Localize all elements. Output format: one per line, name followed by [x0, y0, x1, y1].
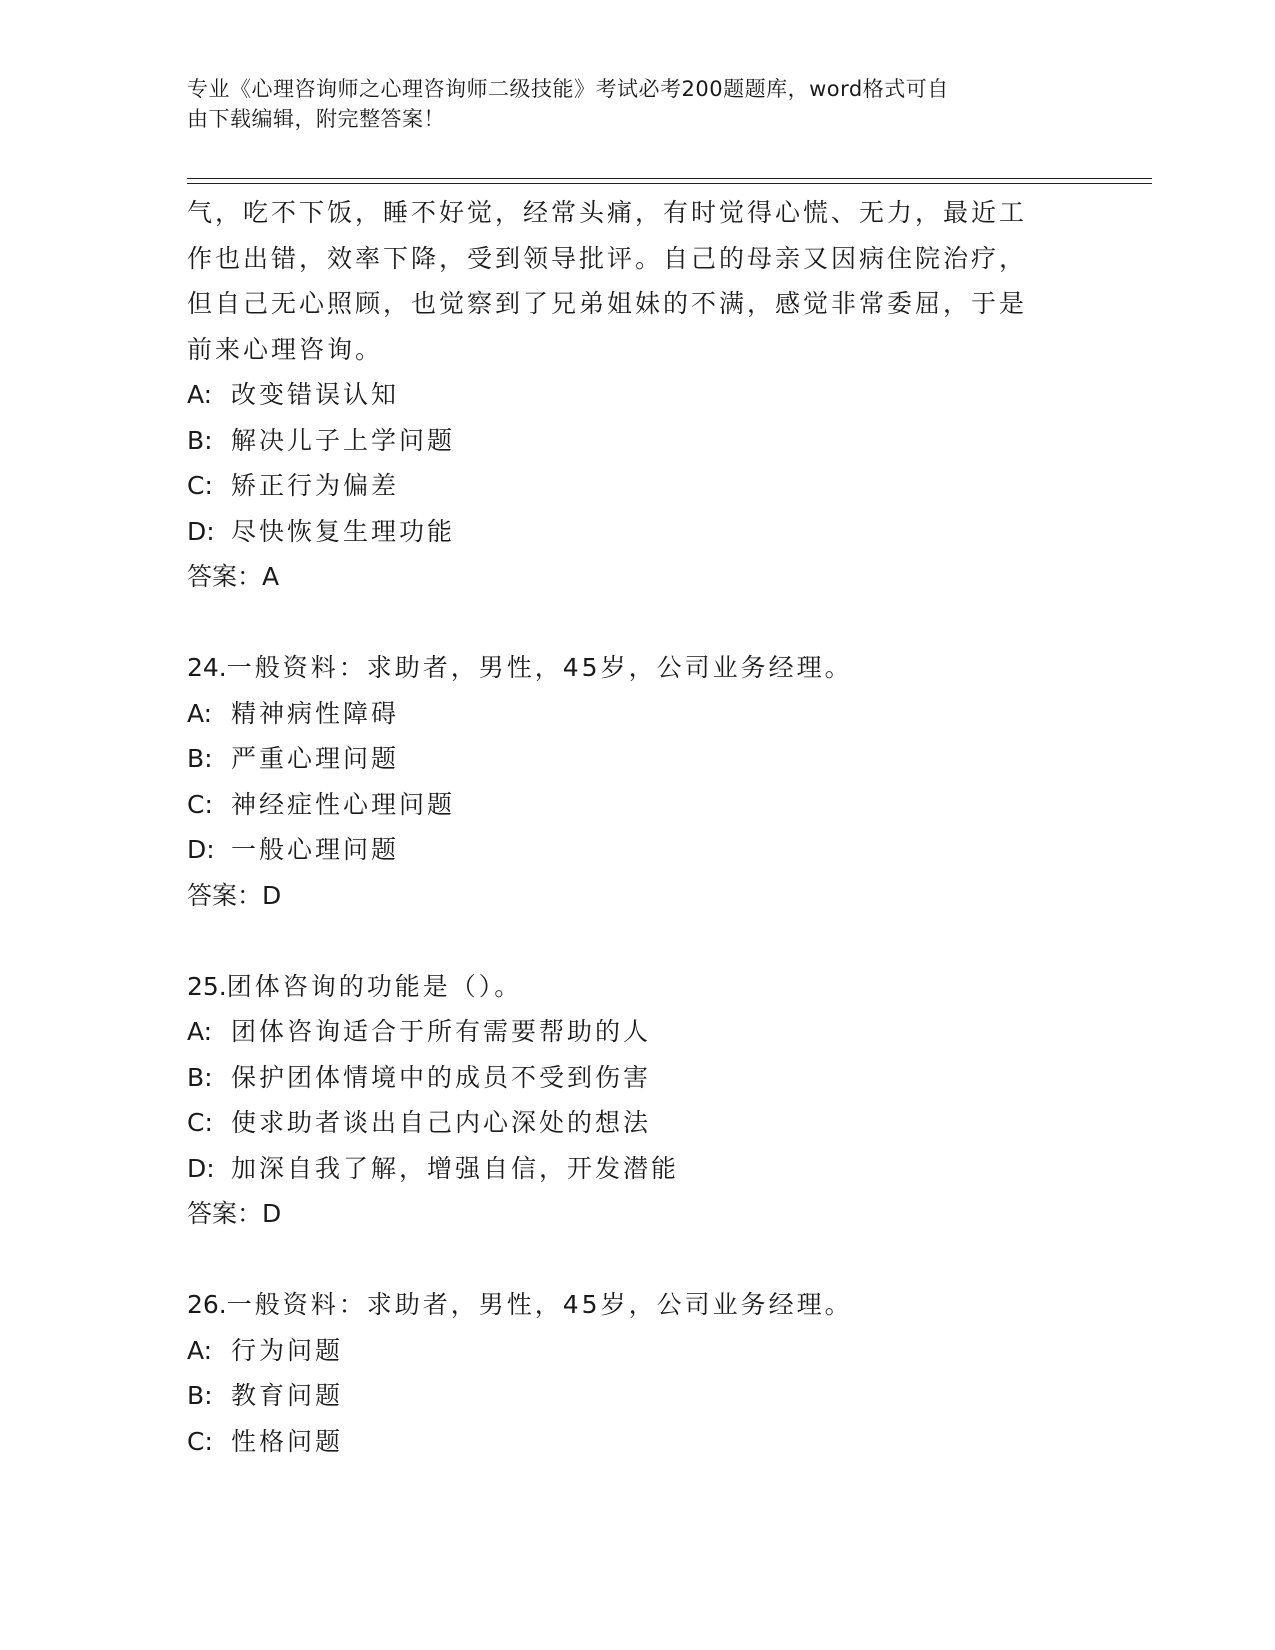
option-b [187, 736, 1067, 782]
answer-line [187, 1191, 1067, 1237]
answer-label: 答案： [187, 880, 263, 910]
option-text: 团体咨询适合于所有需要帮助的人 [231, 1017, 652, 1046]
option-d [187, 1146, 1067, 1192]
option-b [187, 1055, 1067, 1101]
option-d [187, 827, 1067, 873]
option-text: 行为问题 [231, 1335, 344, 1365]
answer-value: D [262, 880, 282, 910]
question-number: 26. [187, 1290, 227, 1319]
option-text: 精神病性障碍 [231, 698, 400, 728]
option-text: 改变错误认知 [231, 380, 400, 409]
option-key: B: [187, 425, 213, 455]
option-a [187, 1009, 1067, 1055]
option-key: A: [187, 1335, 213, 1365]
header-line-1: 专业《心理咨询师之心理咨询师二级技能》考试必考200题题库，word格式可自 [187, 77, 949, 101]
option-text: 保护团体情境中的成员不受到伤害 [231, 1062, 652, 1092]
answer-line [187, 554, 1067, 600]
question-text: 一般资料：求助者，男性，45岁，公司业务经理。 [226, 1290, 853, 1319]
option-key: C: [187, 1108, 213, 1137]
answer-value: D [262, 1199, 282, 1228]
stem-line: 作也出错，效率下降，受到领导批评。自己的母亲又因病住院治疗， [187, 243, 1028, 273]
option-key: B: [187, 1062, 213, 1092]
option-text: 神经症性心理问题 [231, 789, 456, 819]
option-b [187, 418, 1067, 464]
option-text: 解决儿子上学问题 [231, 425, 456, 455]
question-24 [187, 645, 1067, 918]
option-text: 尽快恢复生理功能 [231, 516, 456, 546]
answer-value: A [262, 562, 280, 591]
question-number: 24. [187, 653, 227, 682]
question-title [187, 964, 1067, 1010]
stem-line: 前来心理咨询。 [187, 334, 384, 364]
page-header [187, 74, 1087, 134]
answer-label: 答案： [187, 562, 263, 591]
option-a [187, 1328, 1067, 1374]
header-divider-bottom [187, 183, 1152, 184]
option-key: A: [187, 1017, 213, 1046]
option-key: D: [187, 835, 215, 864]
option-key: C: [187, 471, 213, 500]
answer-line [187, 873, 1067, 919]
option-key: B: [187, 744, 213, 773]
option-key: A: [187, 698, 213, 728]
option-key: A: [187, 380, 213, 409]
question-title [187, 645, 1067, 691]
question-number: 25. [187, 971, 227, 1001]
option-key: C: [187, 789, 213, 819]
option-c [187, 782, 1067, 828]
option-c [187, 463, 1067, 509]
option-text: 严重心理问题 [231, 744, 400, 773]
option-text: 矫正行为偏差 [231, 471, 400, 500]
stem-line: 气，吃不下饭，睡不好觉，经常头痛，有时觉得心慌、无力，最近工 [187, 198, 1028, 227]
option-d [187, 509, 1067, 555]
option-key: D: [187, 1153, 215, 1183]
option-key: D: [187, 516, 215, 546]
option-c [187, 1100, 1067, 1146]
option-c [187, 1419, 1067, 1465]
option-a [187, 372, 1067, 418]
option-text: 教育问题 [231, 1381, 344, 1410]
option-text: 一般心理问题 [231, 835, 400, 864]
option-text: 性格问题 [231, 1426, 344, 1456]
question-26 [187, 1282, 1067, 1464]
question-text: 一般资料：求助者，男性，45岁，公司业务经理。 [226, 653, 853, 682]
document-body [187, 190, 1067, 1464]
option-a [187, 691, 1067, 737]
stem-line: 但自己无心照顾，也觉察到了兄弟姐妹的不满，感觉非常委屈，于是 [187, 289, 1028, 318]
header-line-2: 由下载编辑，附完整答案！ [187, 107, 445, 131]
option-key: B: [187, 1381, 213, 1410]
answer-label: 答案： [187, 1199, 263, 1228]
question-continuation [187, 190, 1067, 600]
question-title [187, 1282, 1067, 1328]
question-text: 团体咨询的功能是（）。 [226, 971, 523, 1001]
header-divider-top [187, 178, 1152, 179]
option-text: 使求助者谈出自己内心深处的想法 [231, 1108, 652, 1137]
option-text: 加深自我了解，增强自信，开发潜能 [231, 1153, 680, 1183]
option-key: C: [187, 1426, 213, 1456]
option-b [187, 1373, 1067, 1419]
question-25 [187, 964, 1067, 1237]
